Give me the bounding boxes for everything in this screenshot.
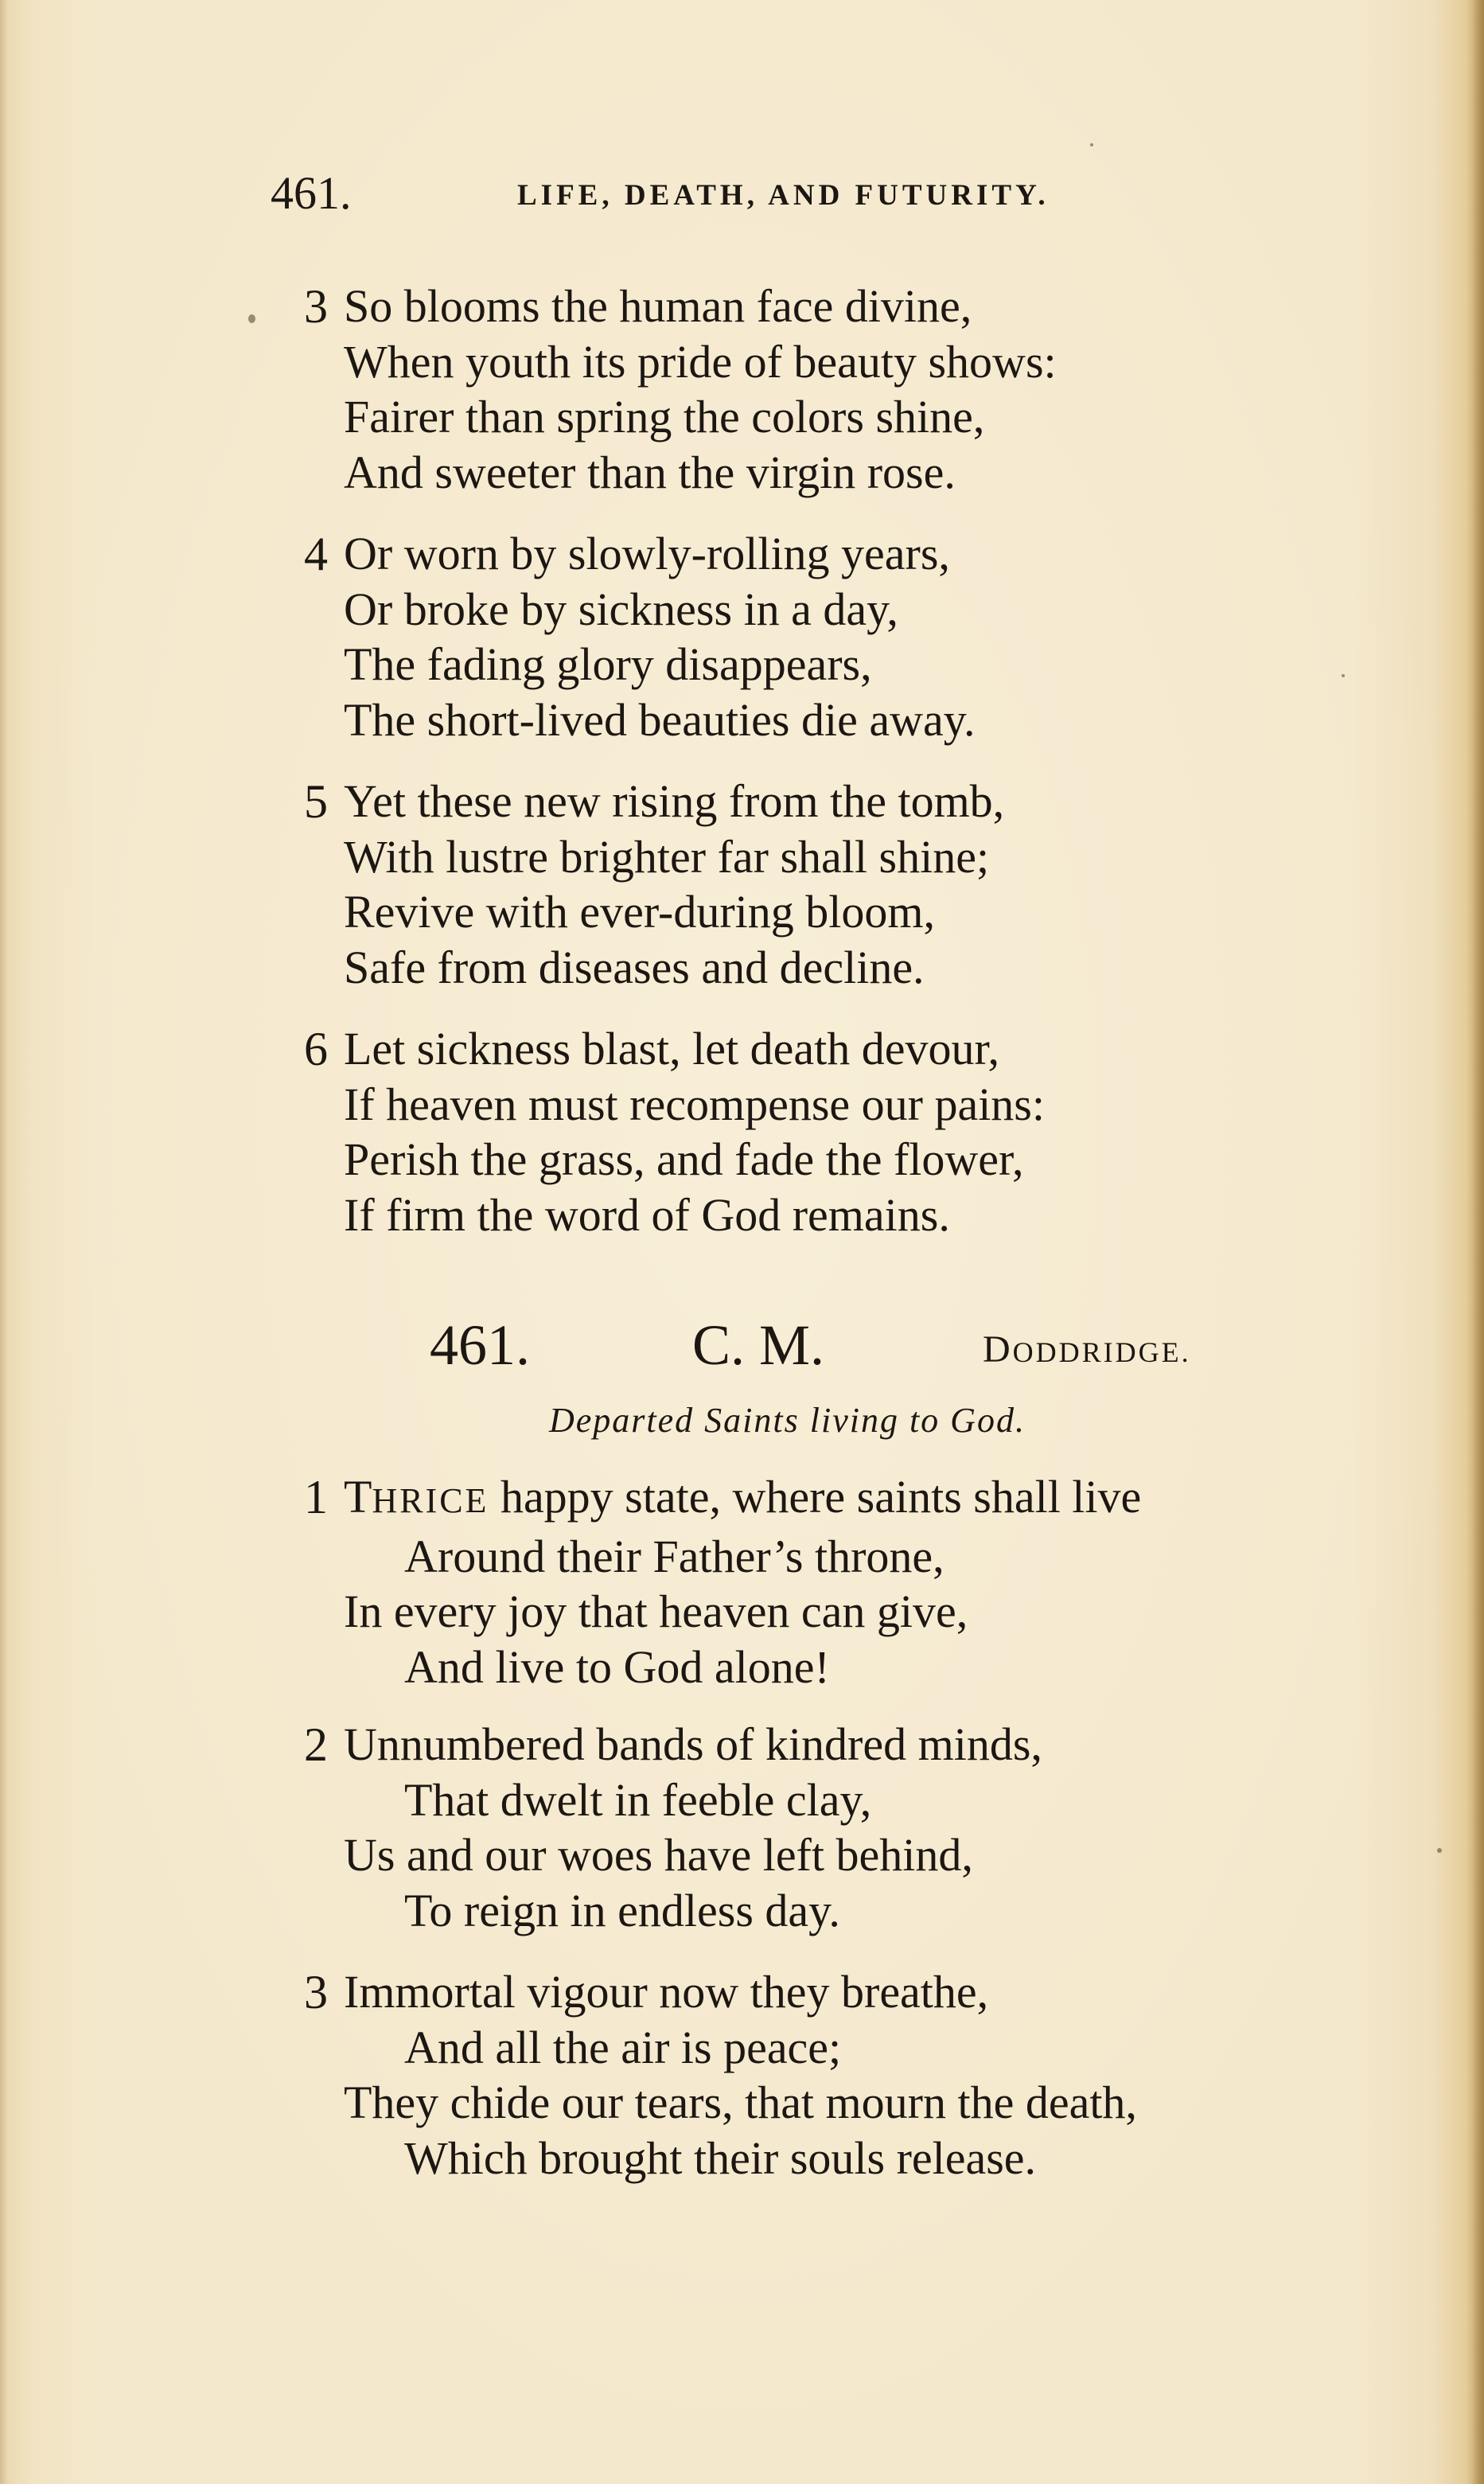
verse-line: Let sickness blast, let death devour, <box>344 1023 999 1074</box>
paper-speck <box>1437 1848 1442 1853</box>
running-header <box>271 166 1178 221</box>
verse-lines <box>344 774 1004 995</box>
verse-line: Us and our woes have left behind, <box>344 1829 973 1881</box>
verse-lines <box>344 1021 1045 1242</box>
verse-line: Yet these new rising from the tomb, <box>344 775 1005 827</box>
verse-line: That dwelt in feeble clay, <box>404 1773 872 1826</box>
verse-line: So blooms the human face divine, <box>344 280 972 332</box>
page-right-edge-shadow <box>1466 0 1484 2484</box>
verse-line: Or worn by slowly-rolling years, <box>344 528 950 579</box>
verse-line: And sweeter than the virgin rose. <box>344 446 956 498</box>
verse-line: They chide our tears, that mourn the death, <box>344 2076 1137 2128</box>
verse-line: Safe from diseases and decline. <box>344 941 925 993</box>
author-initial: D <box>983 1328 1013 1371</box>
verse-lines <box>344 1469 1141 1694</box>
verse-lines <box>344 279 1057 500</box>
author-rest: ODDRIDGE. <box>1012 1336 1191 1368</box>
paper-speck <box>248 314 255 323</box>
verse-lines <box>344 526 975 747</box>
verse-line: With lustre brighter far shall shine; <box>344 830 990 883</box>
paper-speck <box>1342 674 1345 677</box>
hymn-meter: C. M. <box>692 1313 825 1377</box>
drop-initial: T <box>344 1471 372 1523</box>
verse-line: Immortal vigour now they breathe, <box>344 1966 989 2018</box>
hymn-heading <box>430 1313 1257 1377</box>
verse-line: The fading glory disappears, <box>344 638 872 690</box>
verse-line: Or broke by sickness in a day, <box>344 583 898 635</box>
page-number: 461. <box>271 167 352 219</box>
verse-number: 3 <box>304 1966 328 2018</box>
verse-line: In every joy that heaven can give, <box>344 1585 968 1637</box>
verse-lines <box>344 1717 1042 1938</box>
verse-line: Around their Father’s throne, <box>404 1530 945 1582</box>
verse-line: And live to God alone! <box>404 1640 830 1693</box>
page-left-edge-shadow <box>0 0 8 2484</box>
hymn-subtitle: Departed Saints living to God. <box>549 1401 1026 1440</box>
verse-line: When youth its pride of beauty shows: <box>344 335 1057 388</box>
verse-line: Perish the grass, and fade the flower, <box>344 1133 1024 1185</box>
paper-speck <box>1090 143 1093 146</box>
verse-line: The short-lived beauties die away. <box>344 693 976 746</box>
verse-line-first <box>344 1469 1141 1529</box>
verse-line: Which brought their souls release. <box>404 2131 1037 2184</box>
verse-line: Fairer than spring the colors shine, <box>344 391 985 443</box>
verse-number: 4 <box>304 528 328 580</box>
verse-number: 2 <box>304 1718 328 1771</box>
small-caps-word: HRICE <box>372 1481 489 1520</box>
verse-lines <box>344 1964 1137 2186</box>
verse-line: And all the air is peace; <box>404 2021 842 2073</box>
header-title: LIFE, DEATH, AND FUTURITY. <box>517 179 1050 212</box>
verse-line: Unnumbered bands of kindred minds, <box>344 1718 1042 1770</box>
verse-line: Revive with ever-during bloom, <box>344 886 936 938</box>
verse-number: 5 <box>304 775 328 828</box>
hymn-number: 461. <box>430 1313 530 1377</box>
hymn-author <box>983 1326 1191 1376</box>
verse-number: 6 <box>304 1023 328 1075</box>
first-line-rest: happy state, where saints shall live <box>489 1471 1142 1523</box>
verse-number: 1 <box>304 1471 328 1523</box>
verse-line: To reign in endless day. <box>404 1884 840 1936</box>
verse-line: If heaven must recompense our pains: <box>344 1078 1045 1130</box>
verse-line: If firm the word of God remains. <box>344 1188 950 1241</box>
verse-number: 3 <box>304 280 328 333</box>
